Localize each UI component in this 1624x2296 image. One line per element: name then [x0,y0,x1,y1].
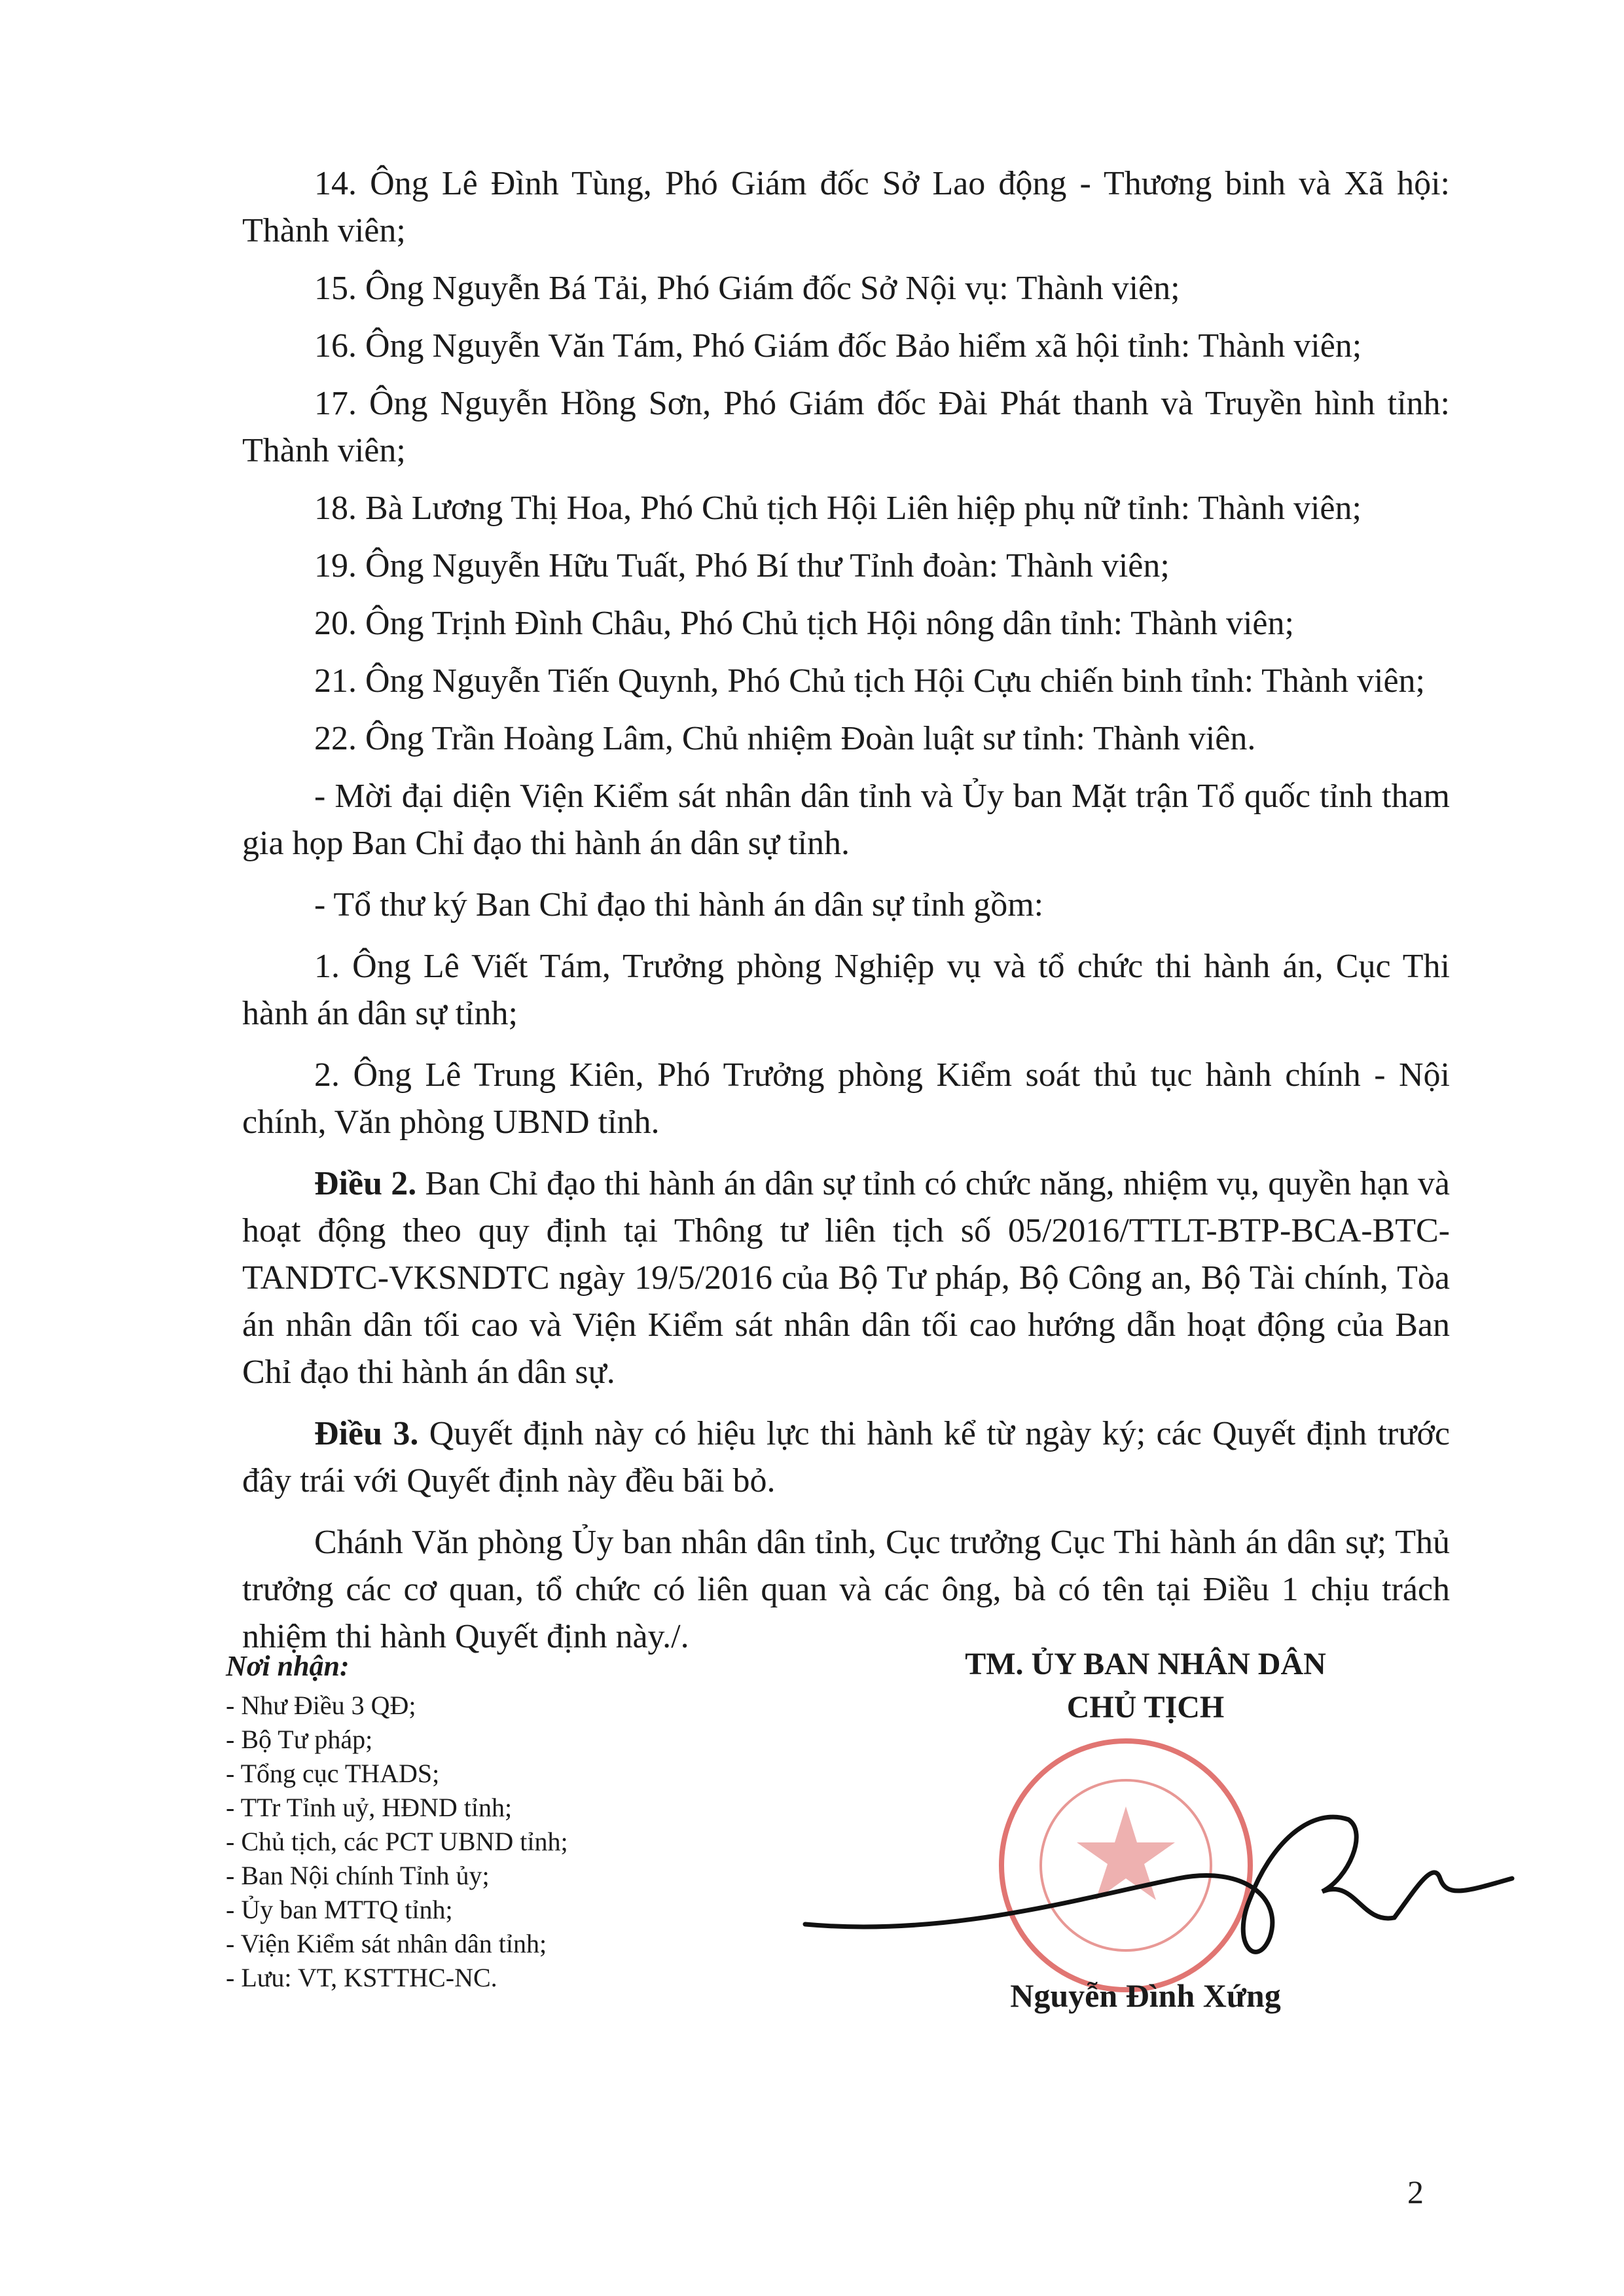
document-body [242,160,1450,1675]
member-14: 14. Ông Lê Đình Tùng, Phó Giám đốc Sở Lao động - Thương binh và Xã hội: Thành viên; [242,165,1450,249]
secretariat-heading: - Tổ thư ký Ban Chỉ đạo thi hành án dân sự tỉnh gồm: [314,886,1044,924]
signing-role: CHỦ TỊCH [1066,1690,1225,1725]
member-21: 21. Ông Nguyễn Tiến Quynh, Phó Chủ tịch Hội Cựu chiến binh tỉnh: Thành viên; [314,662,1425,700]
article-3-label: Điều 3. [314,1415,419,1452]
official-seal-icon [1001,1741,1250,1990]
member-16: 16. Ông Nguyễn Văn Tám, Phó Giám đốc Bảo hiểm xã hội tỉnh: Thành viên; [314,327,1362,365]
article-2-label: Điều 2. [314,1165,417,1202]
article-2-text: Ban Chỉ đạo thi hành án dân sự tỉnh có chức năng, nhiệm vụ, quyền hạn và hoạt động theo quy định tại Thông tư liên tịch số 05/2016/TTLT-BTP-BCA-BTC-TANDTC-VKSNDTC ngày 19/5/2016 của Bộ Tư pháp, Bộ Công an, Bộ Tài chính, Tòa án nhân dân tối cao và Viện Kiểm sát nhân dân tối cao hướng dẫn hoạt động của Ban Chỉ đạo thi hành án dân sự. [242,1165,1450,1391]
recipients-block [226,1649,684,1995]
member-20: 20. Ông Trịnh Đình Châu, Phó Chủ tịch Hội nông dân tỉnh: Thành viên; [314,605,1294,642]
page-number: 2 [1407,2174,1424,2210]
member-19: 19. Ông Nguyễn Hữu Tuất, Phó Bí thư Tỉnh đoàn: Thành viên; [314,547,1170,584]
signing-organization: TM. ỦY BAN NHÂN DÂN [965,1647,1326,1681]
recipients-title: Nơi nhận: [226,1650,350,1682]
recipient-item: - Ban Nội chính Tỉnh ủy; [226,1861,490,1890]
member-17: 17. Ông Nguyễn Hồng Sơn, Phó Giám đốc Đài Phát thanh và Truyền hình tỉnh: Thành viên; [242,385,1450,469]
handwritten-signature-icon [805,1817,1512,1952]
recipient-item: - Lưu: VT, KSTTHC-NC. [226,1963,497,1992]
signer-name: Nguyễn Đình Xứng [1010,1977,1281,2014]
member-22: 22. Ông Trần Hoàng Lâm, Chủ nhiệm Đoàn luật sư tỉnh: Thành viên. [314,720,1256,757]
secretary-2: 2. Ông Lê Trung Kiên, Phó Trưởng phòng Kiểm soát thủ tục hành chính - Nội chính, Văn phòng UBND tỉnh. [242,1056,1450,1141]
recipient-item: - Như Điều 3 QĐ; [226,1691,416,1720]
recipient-item: - Bộ Tư pháp; [226,1725,373,1754]
seal-and-signature [785,1728,1519,2003]
article-3-text: Quyết định này có hiệu lực thi hành kể từ ngày ký; các Quyết định trước đây trái với Quyết định này đều bãi bỏ. [242,1415,1450,1499]
invitation-paragraph: - Mời đại diện Viện Kiểm sát nhân dân tỉnh và Ủy ban Mặt trận Tổ quốc tỉnh tham gia họp Ban Chỉ đạo thi hành án dân sự tỉnh. [242,778,1450,862]
member-15: 15. Ông Nguyễn Bá Tải, Phó Giám đốc Sở Nội vụ: Thành viên; [314,270,1180,307]
closing-paragraph: Chánh Văn phòng Ủy ban nhân dân tỉnh, Cục trưởng Cục Thi hành án dân sự; Thủ trưởng các cơ quan, tổ chức có liên quan và các ông, bà có tên tại Điều 1 chịu trách nhiệm thi hành Quyết định này./. [242,1524,1450,1655]
member-18: 18. Bà Lương Thị Hoa, Phó Chủ tịch Hội Liên hiệp phụ nữ tỉnh: Thành viên; [314,490,1362,527]
recipient-item: - Ủy ban MTTQ tỉnh; [226,1895,453,1924]
recipient-item: - Viện Kiểm sát nhân dân tỉnh; [226,1929,547,1958]
recipient-item: - TTr Tỉnh uỷ, HĐND tỉnh; [226,1793,513,1822]
recipient-item: - Chủ tịch, các PCT UBND tỉnh; [226,1827,568,1856]
article-3 [242,1410,1450,1505]
secretary-1: 1. Ông Lê Viết Tám, Trưởng phòng Nghiệp vụ và tổ chức thi hành án, Cục Thi hành án dân sự tỉnh; [242,948,1450,1032]
article-2 [242,1160,1450,1396]
recipient-item: - Tổng cục THADS; [226,1759,440,1788]
signature-block [851,1643,1440,1729]
